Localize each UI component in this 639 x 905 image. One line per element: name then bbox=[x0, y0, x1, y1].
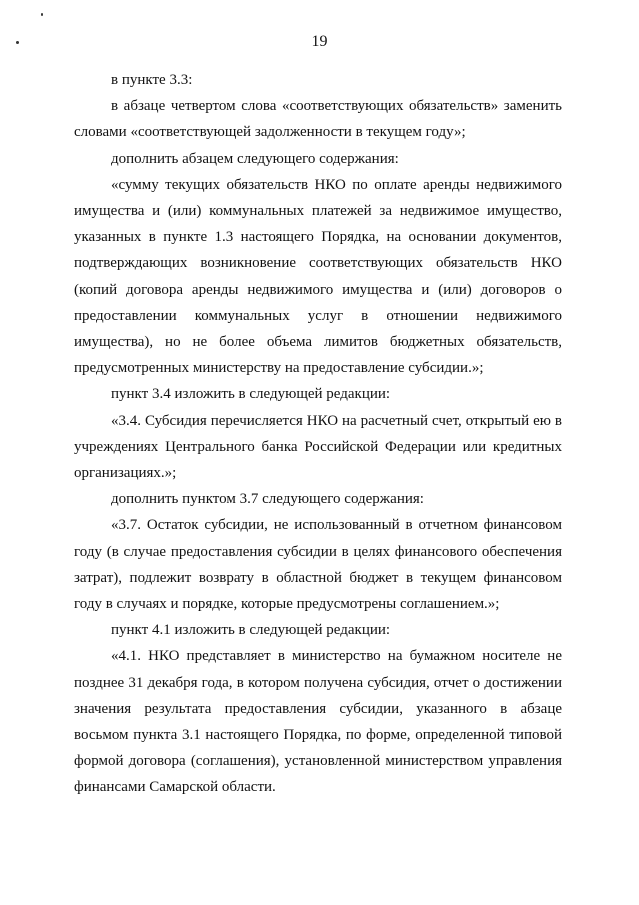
paragraph: в пункте 3.3: bbox=[111, 72, 193, 88]
paragraph: «3.4. Субсидия перечисляется НКО на расчетный счет, открытый ею в учреждениях Центрального банка Российской Федерации или кредитных организациях.»; bbox=[74, 412, 562, 482]
paragraph: в абзаце четвертом слова «соответствующих обязательств» заменить словами «соответствующей задолженности в текущем году»; bbox=[74, 98, 562, 141]
paragraph: пункт 4.1 изложить в следующей редакции: bbox=[111, 622, 391, 639]
document-body bbox=[74, 67, 562, 801]
paragraph: «сумму текущих обязательств НКО по оплате аренды недвижимого имущества и (или) коммунальных платежей за недвижимое имущество, указанных в пункте 1.3 настоящего Порядка, на основании документов, подтверждающих возникновение соответствующих обязательств НКО (копий договора аренды недвижимого имущества и (или) договоров о предоставлении коммунальных услуг в отношении недвижимого имущества), но не более объема лимитов бюджетных обязательств, предусмотренных министерству на предоставление субсидии.»; bbox=[74, 176, 562, 377]
paragraph: «4.1. НКО представляет в министерство на бумажном носителе не позднее 31 декабря года, в котором получена субсидия, отчет о достижении значения результата предоставления субсидии, указанного в абзаце восьмом пункта 3.1 настоящего Порядка, по форме, определенной типовой формой договора (соглашения), установленной министерством управления финансами Самарской области. bbox=[74, 648, 562, 796]
page-number: 19 bbox=[311, 33, 328, 50]
scan-speck bbox=[41, 13, 43, 16]
paragraph: дополнить абзацем следующего содержания: bbox=[111, 150, 399, 167]
paragraph: пункт 3.4 изложить в следующей редакции: bbox=[111, 386, 391, 403]
paragraph: дополнить пунктом 3.7 следующего содержания: bbox=[111, 491, 424, 508]
paragraph: «3.7. Остаток субсидии, не использованный в отчетном финансовом году (в случае предоставления субсидии в целях финансового обеспечения затрат), подлежит возврату в областной бюджет в текущем финансовом году в случаях и порядке, которые предусмотрены соглашением.»; bbox=[74, 517, 562, 613]
